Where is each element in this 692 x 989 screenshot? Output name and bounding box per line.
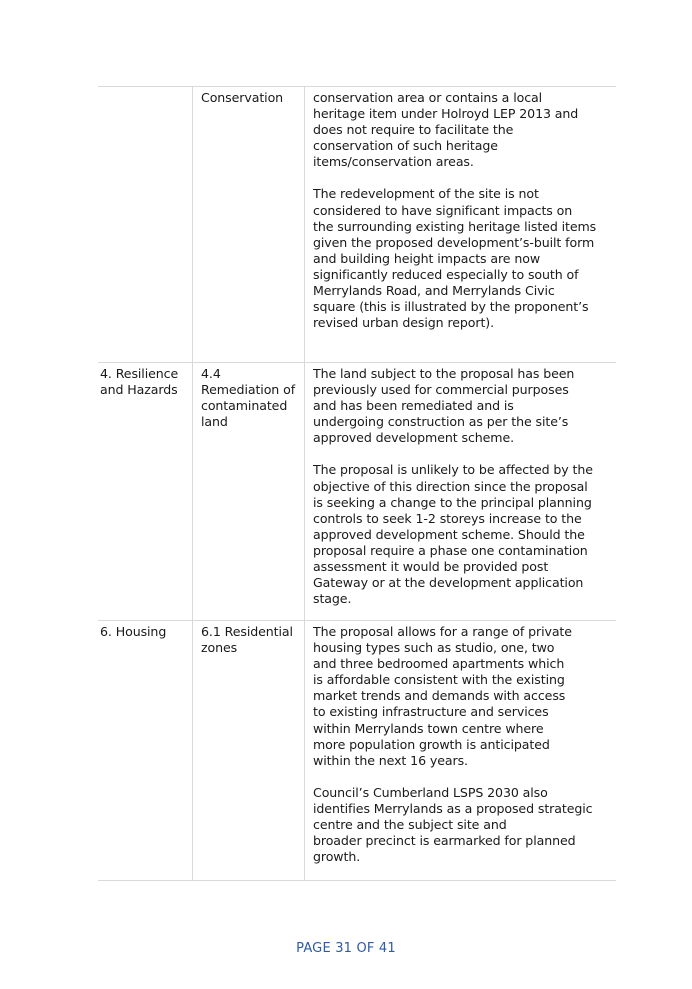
comment-cell <box>305 87 616 362</box>
table-row <box>98 363 616 621</box>
theme-cell: 4. Resilience and Hazards <box>98 363 193 620</box>
comment-cell <box>305 363 616 620</box>
comment-paragraph: The redevelopment of the site is not considered to have significant impacts on the surrounding existing heritage listed items given the proposed development’s-built form and building height impacts are now significantly reduced especially to south of Merrylands Road, and Merrylands Civic square (this is illustrated by the proponent’s revised urban design report). <box>313 186 597 331</box>
comment-paragraph: conservation area or contains a local heritage item under Holroyd LEP 2013 and does not require to facilitate the conservation of such heritage items/conservation areas. <box>313 90 579 170</box>
direction-cell: 4.4 Remediation of contaminated land <box>193 363 305 620</box>
theme-cell <box>98 87 193 362</box>
comment-paragraph: The proposal is unlikely to be affected by the objective of this direction since the proposal is seeking a change to the principal planning controls to seek 1-2 storeys increase to the approved development scheme. Should the proposal require a phase one contamination assessment it would be provided post Gateway or at the development application stage. <box>313 462 593 607</box>
consistency-table <box>98 86 616 881</box>
table-row <box>98 621 616 881</box>
page-number: PAGE 31 OF 41 <box>296 941 396 956</box>
direction-cell: Conservation <box>193 87 305 362</box>
comment-paragraph: The proposal allows for a range of private housing types such as studio, one, two and three bedroomed apartments which is affordable consistent with the existing market trends and demands with access to existing infrastructure and services within Merrylands town centre where more population growth is anticipated within the next 16 years. <box>313 624 572 768</box>
comment-paragraph: The land subject to the proposal has been previously used for commercial purposes and has been remediated and is undergoing construction as per the site’s approved development scheme. <box>313 366 575 446</box>
comment-cell <box>305 621 616 880</box>
theme-cell: 6. Housing <box>98 621 193 880</box>
table-row <box>98 87 616 363</box>
direction-cell: 6.1 Residential zones <box>193 621 305 880</box>
comment-paragraph: Council’s Cumberland LSPS 2030 also identifies Merrylands as a proposed strategic centre and the subject site and broader precinct is earmarked for planned growth. <box>313 784 593 865</box>
